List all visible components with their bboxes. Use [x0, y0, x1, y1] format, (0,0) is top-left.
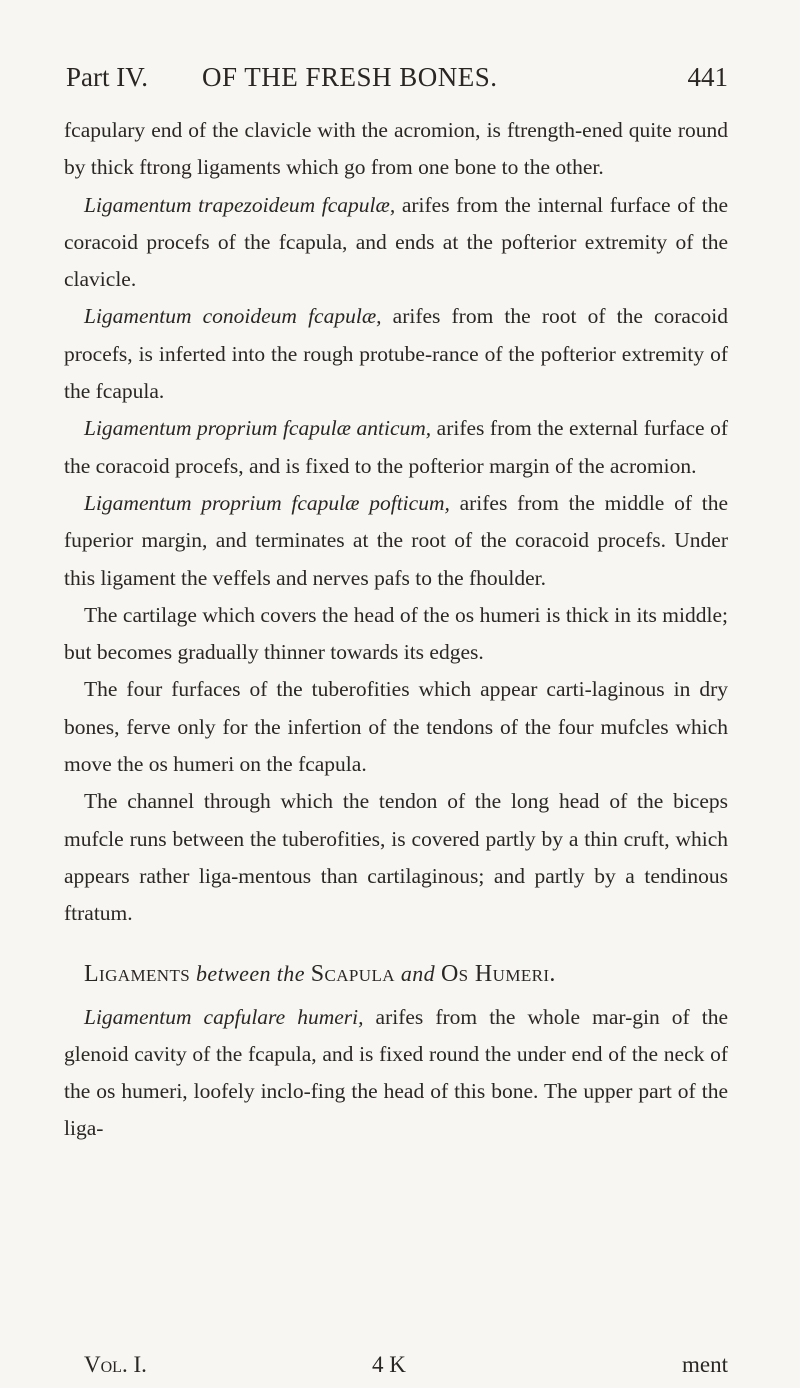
heading-word: between the [196, 960, 305, 986]
paragraph-trapezoid-ligament [64, 187, 728, 299]
paragraph-continuation [64, 112, 728, 187]
paragraph-text: arifes from the whole mar-gin of the glenoid cavity of the fcapula, and is fixed round the under end of the neck of the os humeri, loofely inclo-fing the head of this bone. The upper part of the liga- [64, 1004, 729, 1141]
chapter-title: OF THE FRESH BONES. [202, 62, 498, 92]
latin-term: Ligamentum capfulare humeri, [84, 1004, 364, 1029]
heading-word: Ligaments [84, 960, 191, 987]
latin-term: Ligamentum proprium fcapulæ anticum, [84, 416, 432, 441]
page-number: 441 [687, 62, 728, 92]
paragraph-text: arifes from the middle of the fuperior margin, and terminates at the root of the coracoid procefs. Under this ligament the veffels and nerves pafs to the fhoulder. [64, 490, 728, 590]
running-head [66, 60, 728, 94]
paragraph-text: The four furfaces of the tuberofities which appear carti-laginous in dry bones, ferve only for the infertion of the tendons of the four mufcles which move the os humeri on the fcapula. [64, 677, 728, 777]
latin-term: Ligamentum conoideum fcapulæ, [84, 304, 382, 329]
heading-word: Scapula [310, 960, 395, 987]
latin-term: Ligamentum proprium fcapulæ pofticum, [84, 490, 450, 515]
body-text [64, 112, 728, 1148]
heading-word: and [400, 960, 436, 986]
catchword: ment [682, 1352, 728, 1377]
paragraph-text: arifes from the external furface of the coracoid procefs, and is fixed to the pofterior margin of the acromion. [64, 416, 728, 478]
section-heading [64, 955, 728, 993]
volume-label: Vol. I. [84, 1352, 147, 1377]
footer-line [84, 1348, 728, 1382]
heading-word: Os Humeri. [440, 960, 556, 987]
paragraph-text: The cartilage which covers the head of the os humeri is thick in its middle; but becomes gradually thinner towards its edges. [64, 602, 728, 665]
part-label: Part IV. [66, 62, 149, 92]
signature-mark: 4 K [372, 1352, 406, 1377]
paragraph-posterior-ligament [64, 485, 728, 597]
paragraph-conoid-ligament [64, 298, 728, 410]
latin-term: Ligamentum trapezoideum fcapulæ, [84, 192, 396, 217]
paragraph-anterior-ligament [64, 410, 728, 485]
paragraph-biceps-channel [64, 783, 728, 932]
paragraph-text: arifes from the root of the coracoid procefs, is inferted into the rough protube-rance of the pofterior extremity of the fcapula. [64, 304, 728, 404]
paragraph-tuberosities [64, 671, 728, 783]
paragraph-text: The channel through which the tendon of the long head of the biceps mufcle runs between the tuberofities, is covered partly by a thin cruft, which appears rather liga-mentous than cartilaginous; and partly by a tendinous ftratum. [64, 789, 728, 926]
paragraph-text: arifes from the internal furface of the coracoid procefs of the fcapula, and ends at the pofterior extremity of the clavicle. [64, 192, 728, 292]
paragraph-cartilage [64, 597, 728, 672]
paragraph-text: fcapulary end of the clavicle with the acromion, is ftrength-ened quite round by thick ftrong ligaments which go from one bone to the other. [64, 118, 728, 180]
paragraph-capsular-ligament [64, 999, 728, 1148]
